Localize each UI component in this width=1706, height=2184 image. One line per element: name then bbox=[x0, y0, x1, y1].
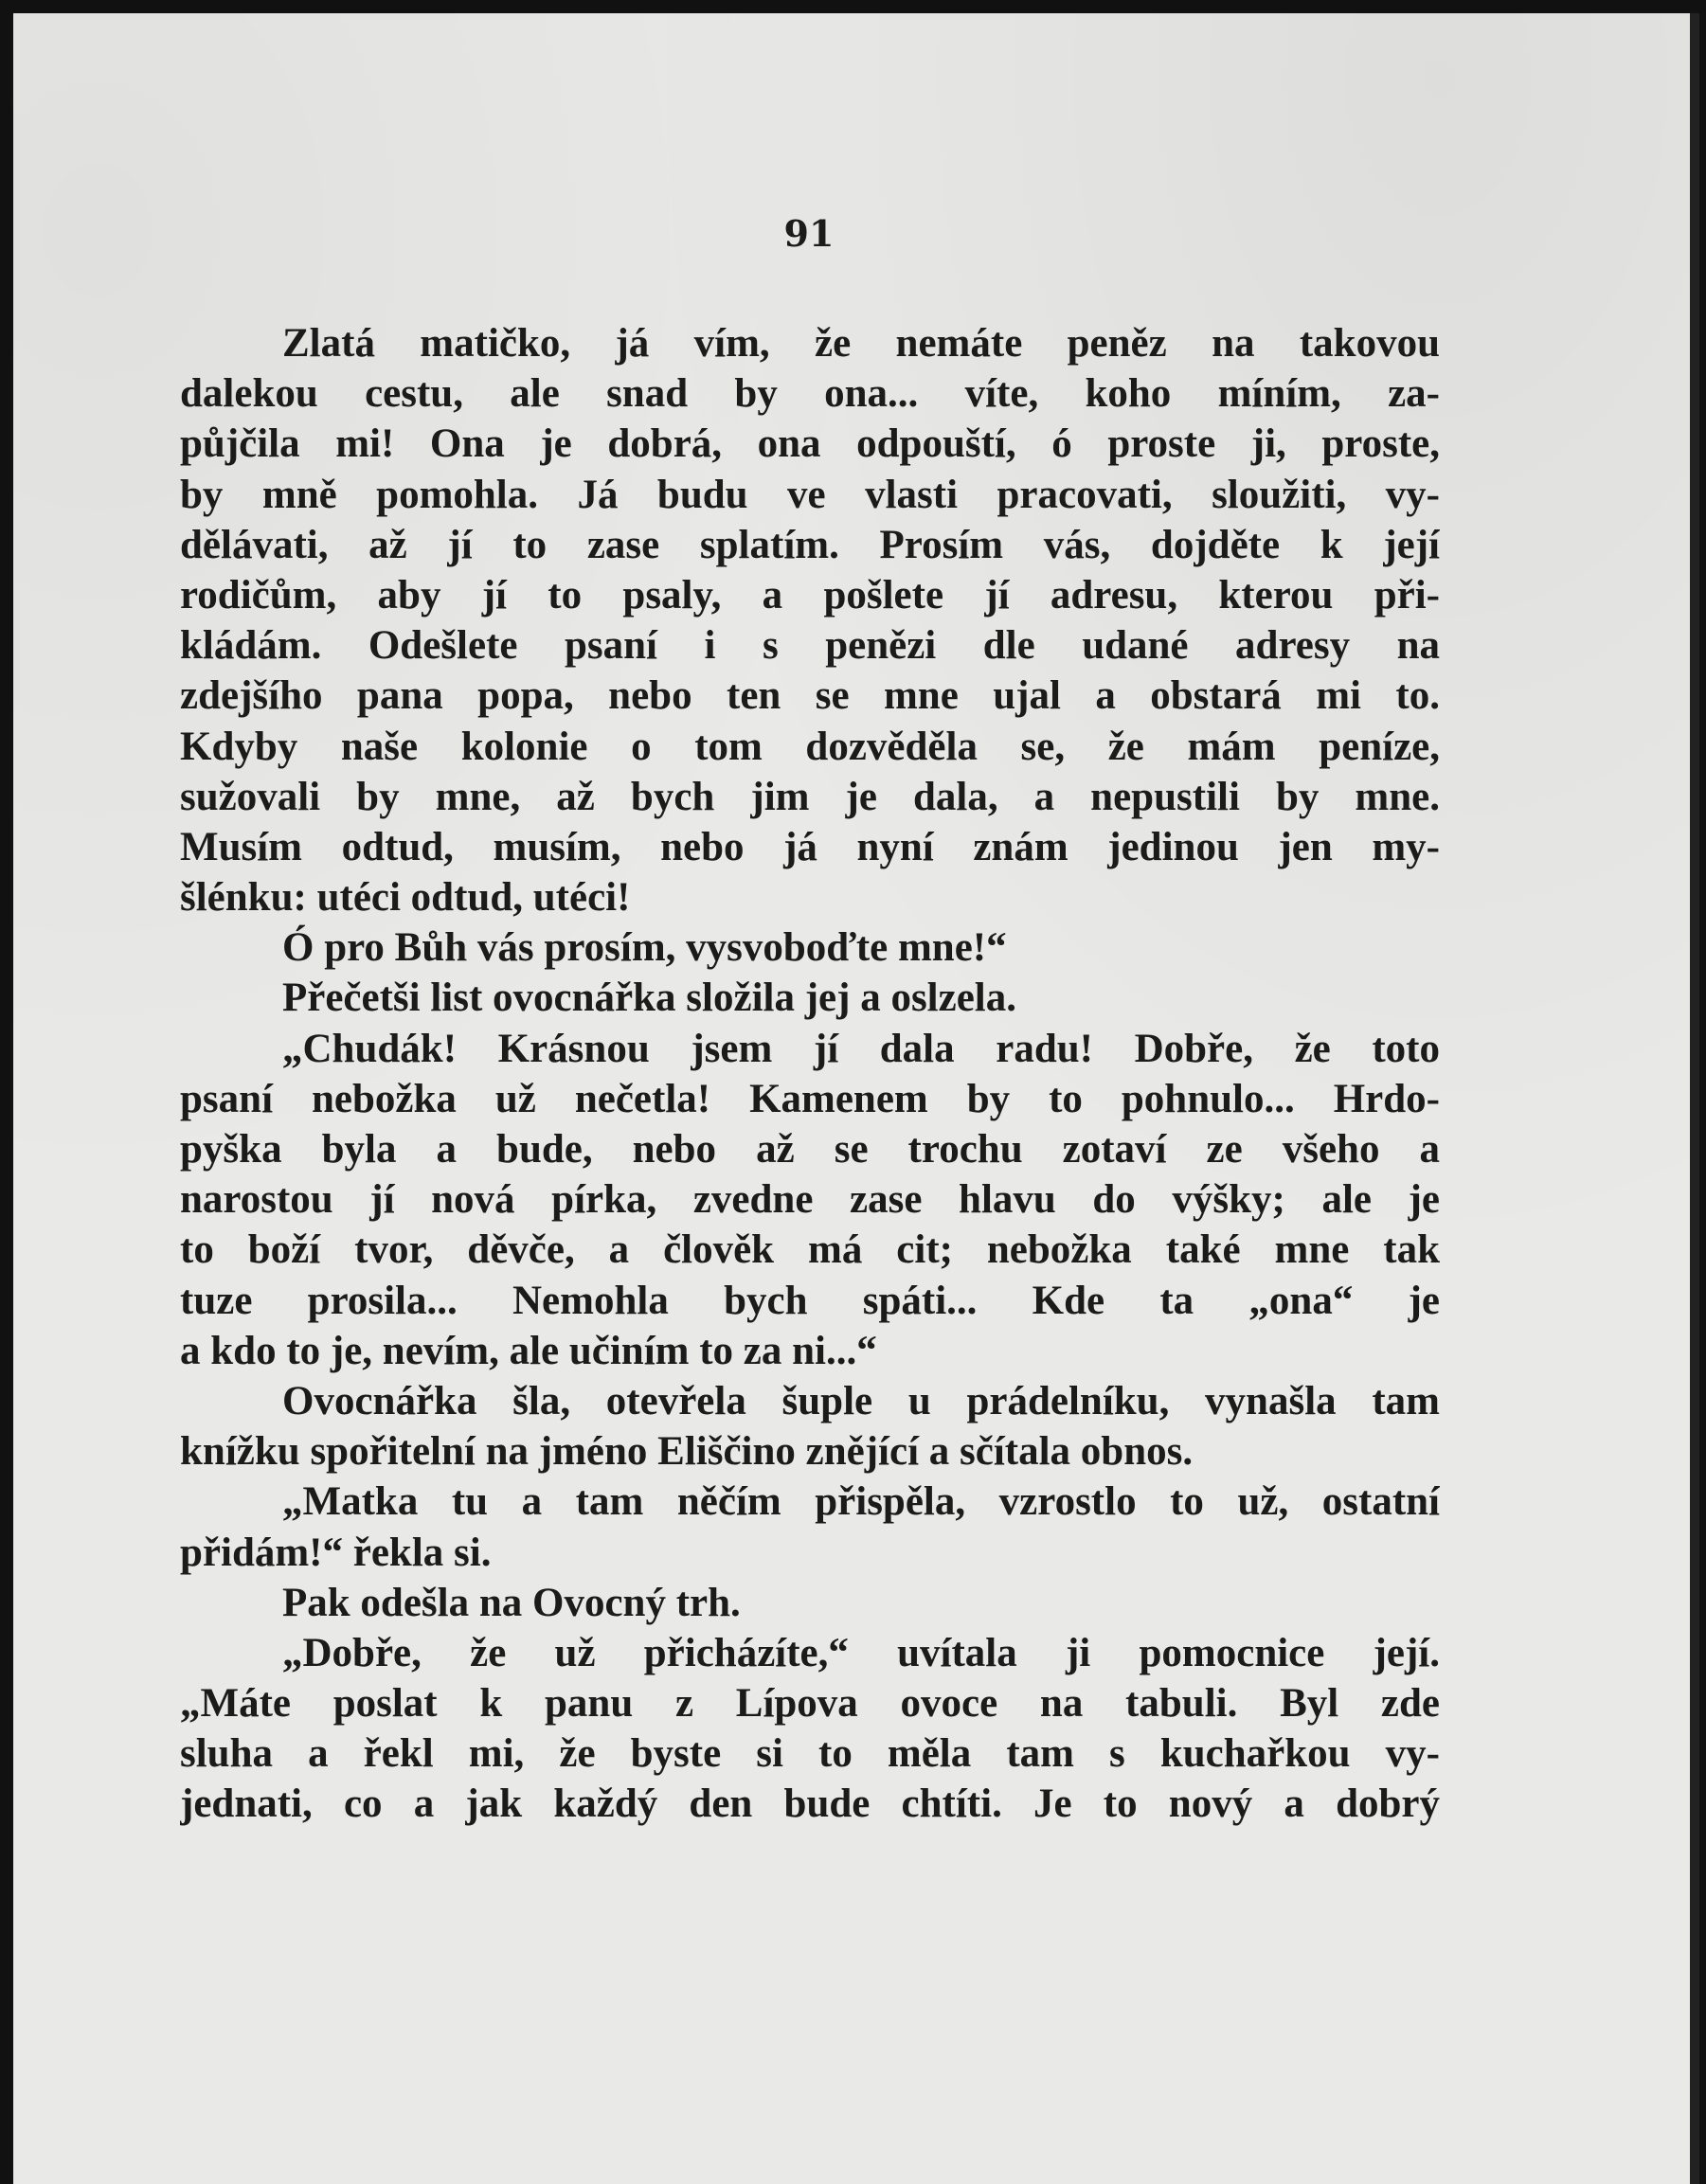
text-line: pyška byla a bude, nebo až se trochu zotaví ze všeho a bbox=[180, 1127, 1440, 1172]
text-line: psaní nebožka už nečetla! Kamenem by to pohnulo... Hrdo- bbox=[180, 1076, 1440, 1121]
text-line: zdejšího pana popa, nebo ten se mne ujal a obstará mi to. bbox=[180, 673, 1440, 719]
book-page bbox=[13, 13, 1699, 2184]
text-line: dělávati, až jí to zase splatím. Prosím vás, dojděte k její bbox=[180, 522, 1440, 567]
text-line: Přečetši list ovocnářka složila jej a oslzela. bbox=[282, 976, 1016, 1021]
text-line: tuze prosila... Nemohla bych spáti... Kde ta „ona“ je bbox=[180, 1278, 1440, 1323]
text-line: Kdyby naše kolonie o tom dozvěděla se, že mám peníze, bbox=[180, 724, 1440, 769]
text-line: Ovocnářka šla, otevřela šuple u prádelníku, vynašla tam bbox=[282, 1378, 1440, 1423]
text-line: půjčila mi! Ona je dobrá, ona odpouští, ó proste ji, proste, bbox=[180, 421, 1440, 467]
text-line: a kdo to je, nevím, ale učiním to za ni...“ bbox=[180, 1328, 877, 1373]
text-line: narostou jí nová pírka, zvedne zase hlavu do výšky; ale je bbox=[180, 1177, 1440, 1223]
text-line: „Matka tu a tam něčím přispěla, vzrostlo to už, ostatní bbox=[282, 1479, 1440, 1525]
page-text bbox=[180, 318, 1440, 1830]
text-line: Pak odešla na Ovocný trh. bbox=[282, 1580, 741, 1625]
text-line: rodičům, aby jí to psaly, a pošlete jí adresu, kterou při- bbox=[180, 572, 1440, 618]
text-line: to boží tvor, děvče, a člověk má cit; nebožka také mne tak bbox=[180, 1227, 1440, 1273]
text-line: „Chudák! Krásnou jsem jí dala radu! Dobře, že toto bbox=[282, 1026, 1440, 1071]
text-line: kládám. Odešlete psaní i s penězi dle udané adresy na bbox=[180, 623, 1440, 669]
text-line: „Máte poslat k panu z Lípova ovoce na tabuli. Byl zde bbox=[180, 1681, 1440, 1727]
text-line: dalekou cestu, ale snad by ona... víte, koho míním, za- bbox=[180, 371, 1440, 417]
text-line: sluha a řekl mi, že byste si to měla tam s kuchařkou vy- bbox=[180, 1731, 1440, 1777]
text-line: přidám!“ řekla si. bbox=[180, 1530, 492, 1575]
text-line: Ó pro Bůh vás prosím, vysvoboďte mne!“ bbox=[282, 925, 1007, 971]
text-line: šlénku: utéci odtud, utéci! bbox=[180, 875, 631, 921]
text-line: Zlatá matičko, já vím, že nemáte peněz na takovou bbox=[282, 321, 1440, 366]
text-line: by mně pomohla. Já budu ve vlasti pracovati, sloužiti, vy- bbox=[180, 472, 1440, 517]
text-line: sužovali by mne, až bych jim je dala, a nepustili by mne. bbox=[180, 774, 1440, 819]
text-line: jednati, co a jak každý den bude chtíti. Je to nový a dobrý bbox=[180, 1781, 1440, 1827]
page-number: 91 bbox=[783, 212, 835, 255]
text-line: Musím odtud, musím, nebo já nyní znám jedinou jen my- bbox=[180, 824, 1440, 869]
text-line: knížku spořitelní na jméno Eliščino znějící a sčítala obnos. bbox=[180, 1429, 1194, 1475]
text-line: „Dobře, že už přicházíte,“ uvítala ji pomocnice její. bbox=[282, 1630, 1440, 1675]
